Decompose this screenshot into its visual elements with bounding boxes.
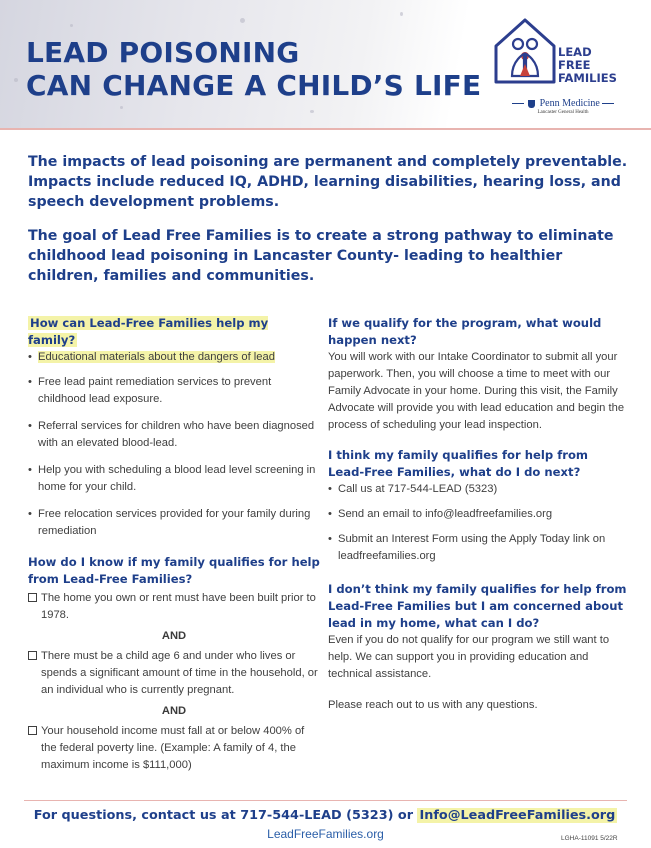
list-item: • Send an email to info@leadfreefamilies.org — [328, 506, 628, 523]
list-item: • Free lead paint remediation services to prevent childhood lead exposure. — [28, 374, 320, 408]
list-item: • Referral services for children who have been diagnosed with an elevated blood-lead. — [28, 418, 320, 452]
list-item: • Submit an Interest Form using the Apply Today link on leadfreefamilies.org — [328, 531, 628, 565]
criterion-child-age — [28, 648, 320, 699]
footer-contact-text: For questions, contact us at 717-544-LEAD (5323) or — [33, 808, 418, 823]
help-heading-text: How can Lead-Free Families help my family? — [28, 316, 269, 347]
left-column — [28, 315, 320, 774]
reach-out-text: Please reach out to us with any questions. — [328, 699, 538, 711]
help-item-text: Educational materials about the dangers of lead — [38, 351, 275, 363]
lead-free-families-logo — [482, 10, 632, 122]
list-item: • Call us at 717-544-LEAD (5323) — [328, 481, 628, 498]
contact-options-list — [328, 481, 628, 565]
checkbox-icon[interactable] — [28, 726, 37, 735]
dont-qualify-body: Even if you do not qualify for our program we still want to help. We can support you in providing education and technical assistance. — [328, 634, 610, 680]
title-line-1: LEAD POISONING — [26, 36, 300, 69]
texture-speck — [70, 24, 73, 27]
help-heading — [28, 315, 320, 349]
logo-word-free: FREE — [558, 58, 591, 72]
footer-website-link[interactable]: LeadFreeFamilies.org — [267, 827, 384, 841]
header-banner — [0, 0, 651, 130]
document-code: LGHA-11091 5/22R — [561, 835, 618, 842]
qualify-heading: How do I know if my family qualifies for help from Lead-Free Families? — [28, 555, 320, 586]
right-column — [328, 315, 628, 714]
penn-medicine-lockup — [508, 98, 618, 115]
logo-wordmark — [558, 46, 617, 85]
next-steps-heading: If we qualify for the program, what would happen next? — [328, 316, 602, 347]
criterion-home-age — [28, 590, 320, 624]
shield-icon — [528, 100, 535, 108]
page-title — [26, 36, 486, 102]
list-item: • Free relocation services provided for your family during remediation — [28, 506, 320, 540]
list-item — [28, 349, 320, 366]
criterion-income — [28, 723, 320, 774]
list-item: • Help you with scheduling a blood lead level screening in home for your child. — [28, 462, 320, 496]
texture-speck — [400, 12, 403, 16]
texture-speck — [310, 110, 314, 113]
criterion-text: Your household income must fall at or below 400% of the federal poverty line. (Example: A family of 4, the maximum income is $111,000) — [41, 725, 305, 771]
and-separator: AND — [161, 630, 187, 642]
texture-speck — [120, 106, 123, 109]
texture-speck — [14, 78, 18, 82]
criterion-text: There must be a child age 6 and under who lives or spends a significant amount of time in the household, or an individual who is currently pregnant. — [41, 650, 318, 696]
logo-word-lead: LEAD — [558, 45, 592, 59]
footer-divider — [24, 800, 627, 801]
dont-qualify-heading: I don’t think my family qualifies for help from Lead-Free Families but I am concerned about lead in my home, what can I do? — [328, 582, 627, 630]
partner-name: Penn Medicine — [539, 98, 600, 109]
and-separator: AND — [161, 705, 187, 717]
title-line-2: CAN CHANGE A CHILD’S LIFE — [26, 69, 482, 102]
footer-email-link[interactable]: Info@LeadFreeFamilies.org — [419, 808, 616, 823]
intro-impacts: The impacts of lead poisoning are permanent and completely preventable. Impacts include reduced IQ, ADHD, learning disabilities, hearing loss, and speech development problems. — [28, 154, 628, 210]
checkbox-icon[interactable] — [28, 651, 37, 660]
think-qualify-heading: I think my family qualifies for help from Lead-Free Families, what do I do next? — [328, 448, 588, 479]
lockup-rule — [512, 103, 524, 104]
texture-speck — [240, 18, 245, 23]
logo-word-families: FAMILIES — [558, 71, 617, 85]
house-family-icon — [490, 14, 560, 86]
intro-goal: The goal of Lead Free Families is to create a strong pathway to eliminate childhood lead poisoning in Lancaster County- leading to healthier children, families and communities. — [28, 228, 614, 284]
lockup-rule — [602, 103, 614, 104]
checkbox-icon[interactable] — [28, 593, 37, 602]
next-steps-body: You will work with our Intake Coordinator to submit all your paperwork. Then, you will choose a time to meet with our Family Advocate in your home. During this visit, the Family Advocate will provide you with lead education and begin the process of scheduling your lead inspection. — [328, 351, 625, 431]
criterion-text: The home you own or rent must have been built prior to 1978. — [41, 592, 316, 621]
footer-contact — [0, 808, 651, 823]
help-list — [28, 349, 320, 540]
partner-subtitle: Lancaster General Health — [537, 110, 589, 115]
